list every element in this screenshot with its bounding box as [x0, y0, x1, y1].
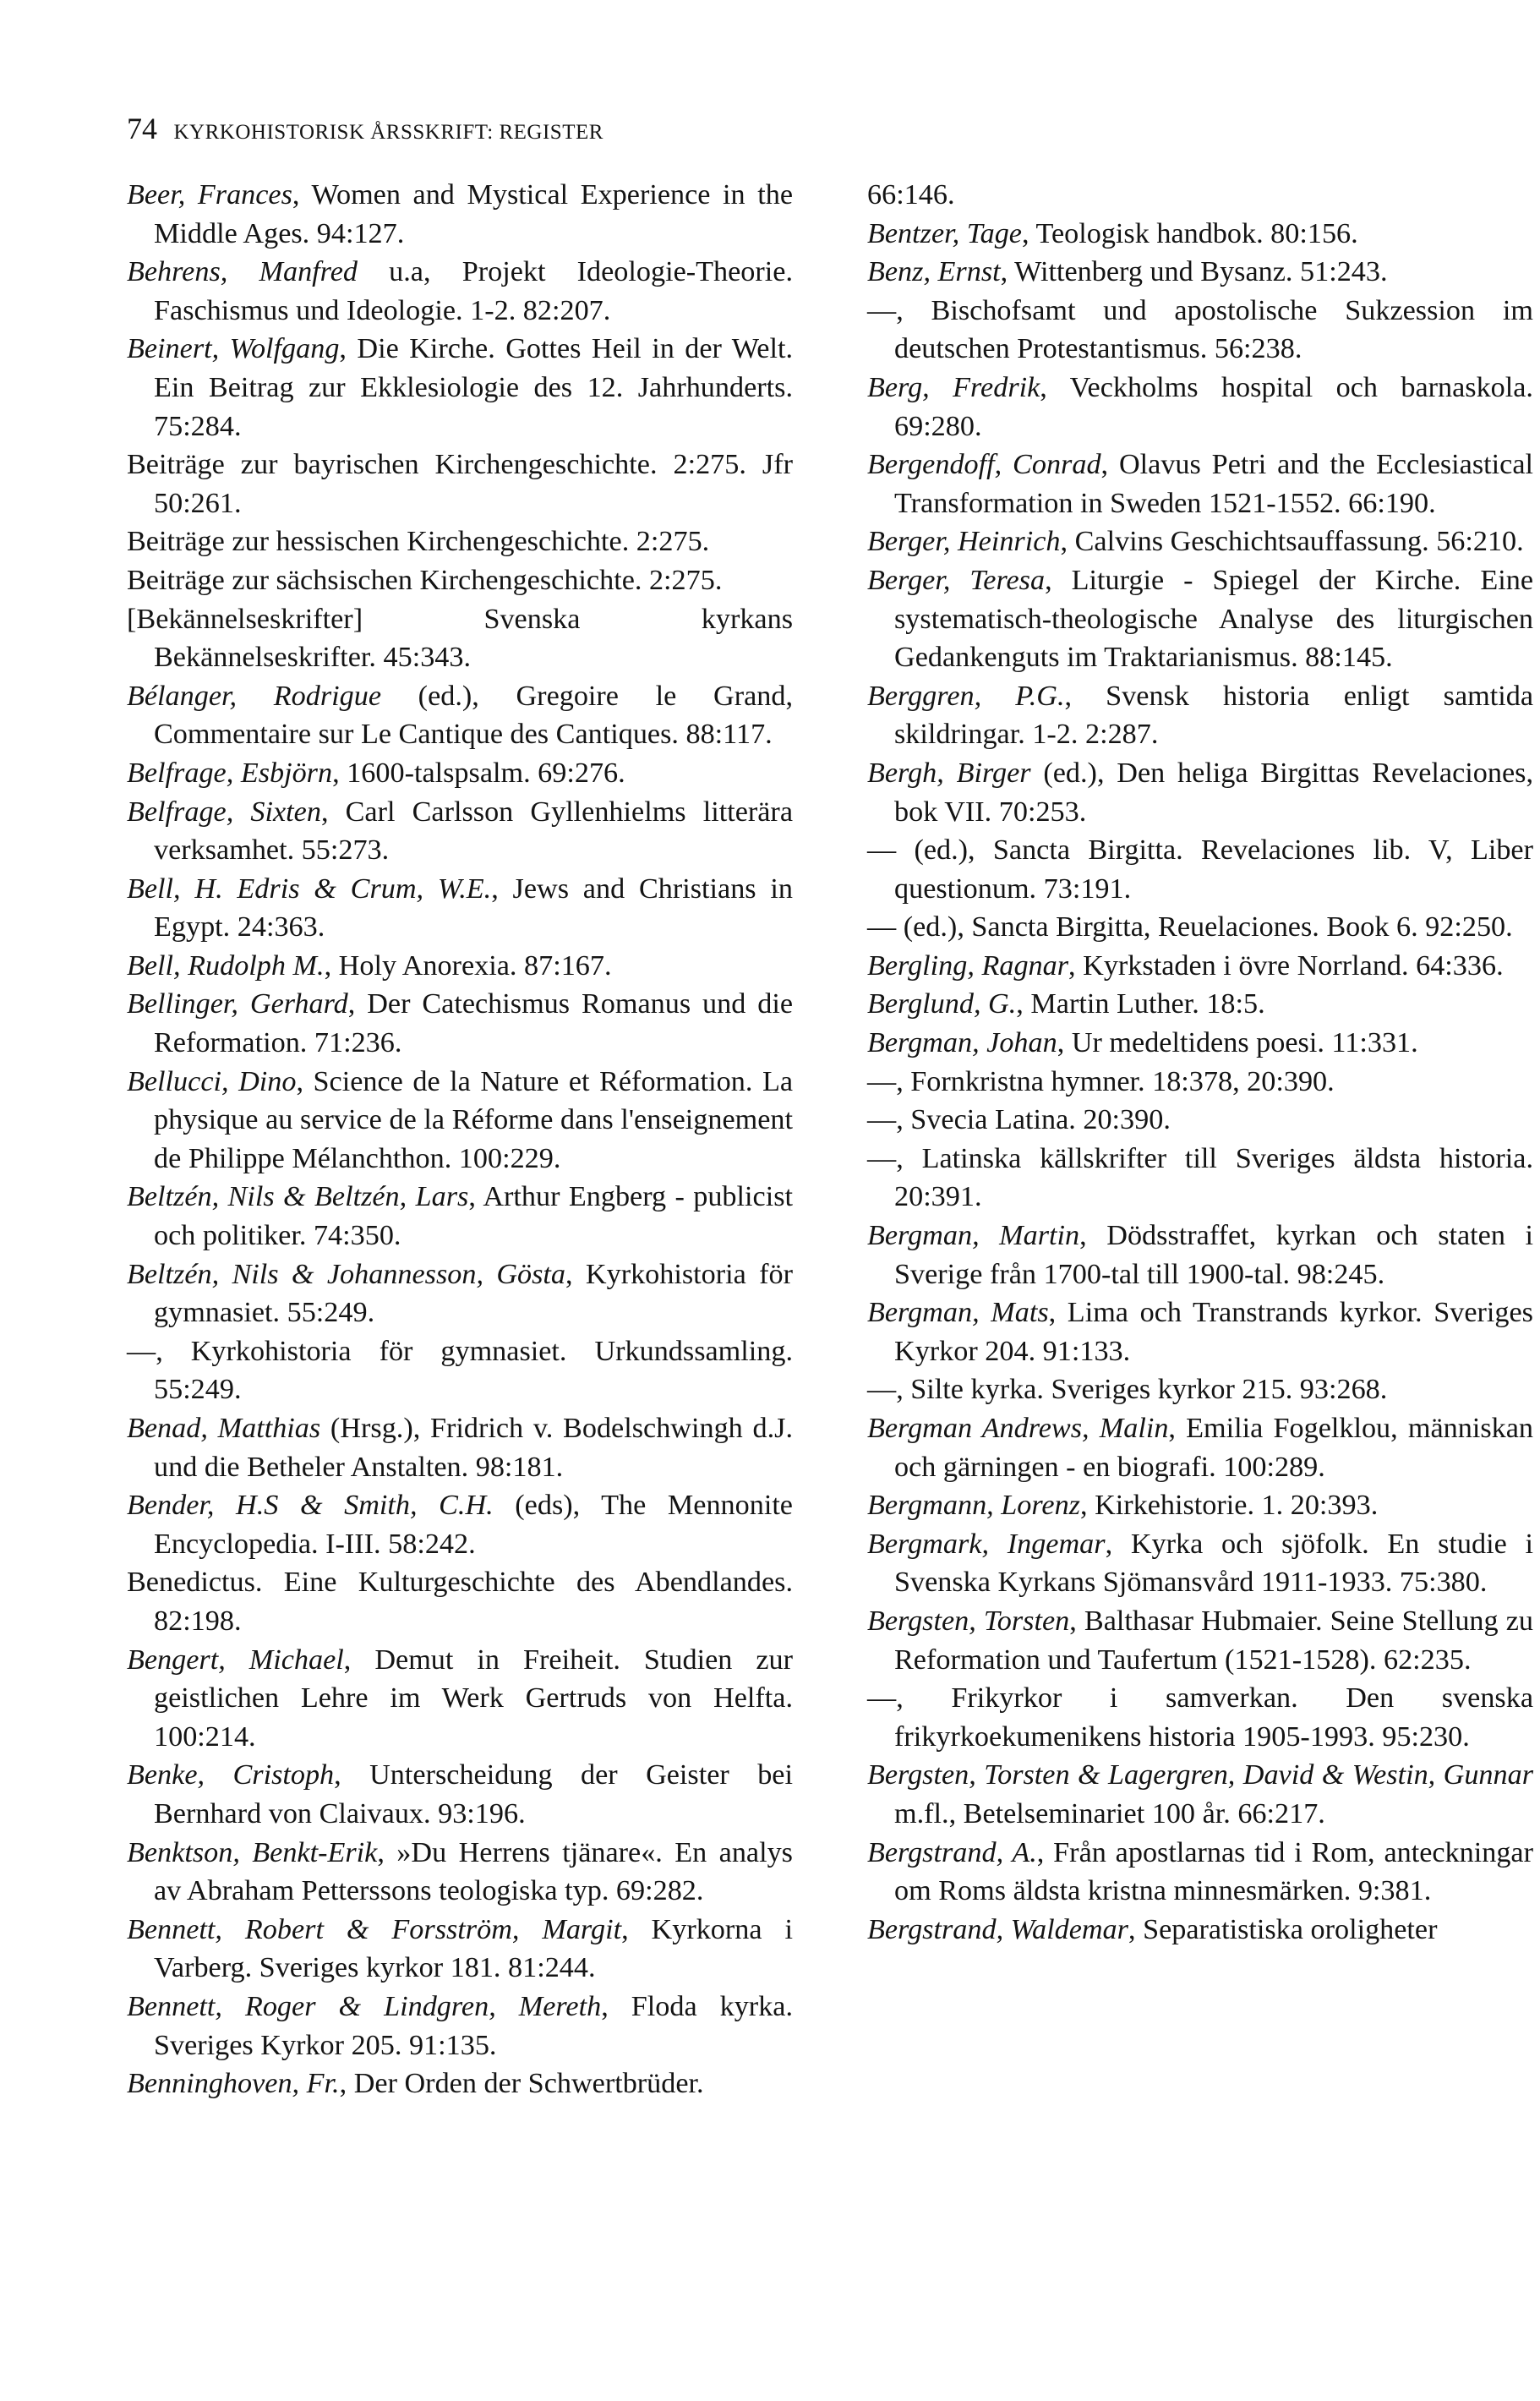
index-entry: [867, 176, 1533, 215]
entry-text: —, Bischofsamt und apostolische Sukzession im deutschen Protestantismus. 56:238.: [867, 294, 1533, 365]
entry-author: Belfrage, Esbjörn: [127, 757, 333, 789]
entry-author: Bergstrand, Waldemar: [867, 1913, 1128, 1945]
index-entry: [867, 1024, 1533, 1063]
entry-text: , Der Catechismus Romanus und die Reformation. 71:236.: [154, 988, 793, 1059]
entry-author: Behrens, Manfred: [127, 256, 358, 288]
entry-author: Bergling, Ragnar: [867, 949, 1069, 982]
index-entry: [127, 1332, 793, 1409]
entry-author: Bengert, Michael: [127, 1644, 344, 1676]
index-entry: [867, 1911, 1533, 1950]
entry-text: , Från apostlarnas tid i Rom, anteckningar om Roms äldsta kristna minnesmärken. 9:381.: [894, 1836, 1533, 1907]
entry-text: —, Kyrkohistoria för gymnasiet. Urkundssamling. 55:249.: [127, 1335, 793, 1406]
entry-text: , Balthasar Hubmaier. Seine Stellung zu Reformation und Taufertum (1521-1528). 62:235.: [894, 1605, 1533, 1676]
running-title: KYRKOHISTORISK ÅRSSKRIFT: REGISTER: [173, 121, 603, 144]
entry-author: Berger, Heinrich: [867, 526, 1061, 558]
entry-text: , Veckholms hospital och barnaskola. 69:280.: [894, 371, 1533, 442]
entry-author: Berglund, G.: [867, 988, 1017, 1020]
entry-author: Bergstrand, A.: [867, 1836, 1037, 1868]
index-entry: [867, 1834, 1533, 1911]
index-entry: [127, 561, 793, 600]
entry-author: Berggren, P.G.: [867, 680, 1065, 712]
index-entry: [127, 677, 793, 754]
entry-text: , Separatistiska oroligheter: [1128, 1913, 1438, 1945]
entry-text: Beiträge zur hessischen Kirchengeschichte. 2:275.: [127, 526, 710, 558]
index-entry: [867, 1602, 1533, 1679]
index-entry: [867, 947, 1533, 986]
entry-author: Bergmark, Ingemar: [867, 1528, 1106, 1560]
entry-text: Benedictus. Eine Kulturgeschichte des Abendlandes. 82:198.: [127, 1567, 793, 1637]
entry-author: Bergman, Martin: [867, 1220, 1080, 1252]
entry-author: Benz, Ernst: [867, 256, 1001, 288]
index-entry: [867, 446, 1533, 522]
entry-author: Benad, Matthias: [127, 1413, 321, 1444]
right-index-column: [867, 176, 1533, 1949]
index-entry: [867, 1409, 1533, 1486]
index-entry: [127, 2065, 793, 2103]
entry-text: , Lima och Transtrands kyrkor. Sveriges Kyrkor 204. 91:133.: [894, 1297, 1533, 1367]
index-entry: [127, 1834, 793, 1911]
index-entry: [127, 1178, 793, 1255]
entry-author: Bergman Andrews, Malin: [867, 1413, 1169, 1444]
entry-text: m.fl., Betelseminariet 100 år. 66:217.: [894, 1797, 1325, 1829]
index-entry: [127, 330, 793, 446]
entry-text: , Olavus Petri and the Ecclesiastical Transformation in Sweden 1521-1552. 66:190.: [894, 449, 1533, 519]
index-entry: [867, 677, 1533, 754]
index-entry: [127, 1756, 793, 1833]
index-entry: [127, 1988, 793, 2065]
index-entry: [867, 215, 1533, 254]
entry-text: (ed.), Den heliga Birgittas Revelaciones, bok VII. 70:253.: [894, 757, 1533, 828]
entry-text: , Science de la Nature et Réformation. La physique au service de la Réforme dans l'enseignement de Philippe Mélanchthon. 100:229.: [154, 1065, 794, 1174]
entry-author: Beltzén, Nils & Beltzén, Lars: [127, 1181, 469, 1213]
entry-text: (Hrsg.), Fridrich v. Bodelschwingh d.J. und die Betheler Anstalten. 98:181.: [154, 1413, 793, 1483]
entry-author: Bergsten, Torsten & Lagergren, David & Westin, Gunnar: [867, 1759, 1533, 1791]
entry-author: Bergh, Birger: [867, 757, 1031, 789]
entry-text: , Ur medeltidens poesi. 11:331.: [1057, 1027, 1418, 1059]
entry-text: , Kyrkstaden i övre Norrland. 64:336.: [1068, 949, 1504, 982]
entry-text: , Unterscheidung der Geister bei Bernhard von Claivaux. 93:196.: [154, 1759, 793, 1829]
index-entry: [867, 253, 1533, 292]
index-entry: [867, 1101, 1533, 1140]
entry-text: , Dödsstraffet, kyrkan och staten i Sverige från 1700-tal till 1900-tal. 98:245.: [894, 1220, 1534, 1290]
index-entry: [867, 292, 1533, 369]
entry-author: Beer, Frances: [127, 179, 292, 211]
entry-author: Bennett, Robert & Forsström, Margit: [127, 1913, 622, 1945]
entry-text: , Holy Anorexia. 87:167.: [324, 949, 612, 982]
entry-author: Beinert, Wolfgang: [127, 333, 340, 365]
entry-text: , Arthur Engberg - publicist och politiker. 74:350.: [154, 1181, 793, 1252]
index-entry: [127, 176, 793, 253]
left-index-column: [127, 176, 793, 2103]
index-entry: [867, 1756, 1533, 1833]
entry-text: , Demut in Freiheit. Studien zur geistlichen Lehre im Werk Gertruds von Helfta. 100:214.: [154, 1644, 794, 1753]
index-entry: [867, 1293, 1533, 1370]
index-entry: [867, 1217, 1533, 1293]
index-entry: [867, 908, 1533, 947]
entry-text: , Kyrkohistoria för gymnasiet. 55:249.: [154, 1258, 793, 1329]
entry-text: , Kirkehistorie. 1. 20:393.: [1079, 1490, 1379, 1522]
entry-text: Beiträge zur bayrischen Kirchengeschichte. 2:275. Jfr 50:261.: [127, 449, 793, 519]
entry-text: , Liturgie - Spiegel der Kirche. Eine systematisch-theologische Analyse des liturgischen Gedankenguts im Traktarianismus. 88:145.: [894, 564, 1533, 674]
entry-author: Bellinger, Gerhard: [127, 988, 348, 1020]
entry-author: Bender, H.S & Smith, C.H.: [127, 1490, 494, 1522]
entry-author: Berg, Fredrik: [867, 371, 1040, 403]
entry-text: 66:146.: [867, 179, 955, 211]
entry-text: , Kyrka och sjöfolk. En studie i Svenska Kyrkans Sjömansvård 1911-1933. 75:380.: [894, 1528, 1534, 1599]
entry-author: Berger, Teresa: [867, 564, 1046, 596]
entry-text: —, Frikyrkor i samverkan. Den svenska frikyrkoekumenikens historia 1905-1993. 95:230.: [867, 1682, 1533, 1753]
entry-author: Bergman, Johan: [867, 1027, 1057, 1059]
index-entry: [127, 947, 793, 986]
index-entry: [867, 1486, 1533, 1525]
index-entry: [127, 754, 793, 793]
index-entry: [127, 1409, 793, 1486]
entry-author: Bentzer, Tage: [867, 217, 1022, 249]
entry-text: Beiträge zur sächsischen Kirchengeschichte. 2:275.: [127, 564, 723, 596]
entry-author: Bellucci, Dino: [127, 1065, 297, 1097]
entry-text: , Der Orden der Schwertbrüder.: [339, 2068, 704, 2100]
index-entry: [867, 1525, 1533, 1602]
entry-text: —, Svecia Latina. 20:390.: [867, 1104, 1171, 1136]
entry-text: [Bekännelseskrifter] Svenska kyrkans Bekännelseskrifter. 45:343.: [127, 603, 793, 674]
entry-author: Benninghoven, Fr.: [127, 2068, 340, 2100]
index-entry: [867, 369, 1533, 446]
entry-author: Belfrage, Sixten: [127, 796, 321, 828]
entry-text: (eds), The Mennonite Encyclopedia. I-III. 58:242.: [154, 1490, 793, 1560]
index-entry: [867, 1140, 1533, 1217]
index-entry: [127, 600, 793, 677]
entry-text: , Wittenberg und Bysanz. 51:243.: [1000, 256, 1388, 288]
entry-text: , Floda kyrka. Sveriges Kyrkor 205. 91:135.: [154, 1990, 794, 2061]
index-entry: [867, 1679, 1533, 1756]
index-entry: [867, 831, 1533, 908]
entry-author: Benktson, Benkt-Erik: [127, 1836, 378, 1868]
entry-author: Bell, Rudolph M.: [127, 949, 325, 982]
entry-author: Bell, H. Edris & Crum, W.E.: [127, 872, 492, 905]
index-entry: [867, 985, 1533, 1024]
index-entry: [127, 1641, 793, 1757]
index-entry: [127, 1063, 793, 1179]
entry-text: , 1600-talspsalm. 69:276.: [332, 757, 625, 789]
entry-text: —, Fornkristna hymner. 18:378, 20:390.: [867, 1065, 1335, 1097]
index-entry: [127, 793, 793, 870]
entry-text: —, Latinska källskrifter till Sveriges äldsta historia. 20:391.: [867, 1142, 1533, 1213]
entry-text: , Svensk historia enligt samtida skildringar. 1-2. 2:287.: [894, 680, 1533, 751]
entry-text: (ed.), Gregoire le Grand, Commentaire sur Le Cantique des Cantiques. 88:117.: [154, 680, 794, 751]
entry-text: —, Silte kyrka. Sveriges kyrkor 215. 93:268.: [867, 1374, 1388, 1406]
entry-text: — (ed.), Sancta Birgitta, Reuelaciones. Book 6. 92:250.: [867, 911, 1513, 943]
entry-text: , Calvins Geschichtsauffassung. 56:210.: [1060, 526, 1524, 558]
entry-author: Bergendoff, Conrad: [867, 449, 1101, 481]
running-head: [127, 111, 603, 146]
index-entry: [127, 985, 793, 1062]
index-entry: [127, 1486, 793, 1563]
entry-text: , Emilia Fogelklou, människan och gärningen - en biografi. 100:289.: [894, 1413, 1533, 1483]
entry-text: , Die Kirche. Gottes Heil in der Welt. Ein Beitrag zur Ekklesiologie des 12. Jahrhunderts. 75:284.: [154, 333, 793, 442]
index-entry: [127, 446, 793, 522]
index-entry: [127, 870, 793, 947]
index-entry: [867, 561, 1533, 677]
index-entry: [127, 1255, 793, 1332]
entry-author: Benke, Cristoph: [127, 1759, 335, 1791]
index-entry: [127, 522, 793, 561]
entry-text: , Carl Carlsson Gyllenhielms litterära verksamhet. 55:273.: [154, 796, 793, 867]
entry-author: Bélanger, Rodrigue: [127, 680, 381, 712]
index-entry: [867, 1063, 1533, 1102]
index-entry: [867, 522, 1533, 561]
entry-author: Bergsten, Torsten: [867, 1605, 1070, 1637]
entry-text: , »Du Herrens tjänare«. En analys av Abraham Petterssons teologiska typ. 69:282.: [154, 1836, 793, 1907]
entry-author: Bergmann, Lorenz: [867, 1490, 1080, 1522]
index-entry: [867, 1370, 1533, 1409]
entry-author: Bennett, Roger & Lindgren, Mereth: [127, 1990, 602, 2022]
entry-text: , Women and Mystical Experience in the Middle Ages. 94:127.: [154, 179, 793, 249]
entry-text: — (ed.), Sancta Birgitta. Revelaciones lib. V, Liber questionum. 73:191.: [867, 834, 1533, 905]
entry-text: , Teologisk handbok. 80:156.: [1021, 217, 1358, 249]
index-entry: [867, 754, 1533, 831]
entry-text: , Jews and Christians in Egypt. 24:363.: [154, 872, 793, 943]
index-entry: [127, 1563, 793, 1640]
index-entry: [127, 253, 793, 330]
entry-author: Bergman, Mats: [867, 1297, 1049, 1329]
page-number: 74: [127, 112, 157, 145]
entry-text: , Kyrkorna i Varberg. Sveriges kyrkor 181. 81:244.: [154, 1913, 793, 1984]
index-entry: [127, 1911, 793, 1988]
entry-text: u.a, Projekt Ideologie-Theorie. Faschismus und Ideologie. 1-2. 82:207.: [154, 256, 793, 326]
entry-author: Beltzén, Nils & Johannesson, Gösta: [127, 1258, 566, 1290]
entry-text: , Martin Luther. 18:5.: [1016, 988, 1265, 1020]
